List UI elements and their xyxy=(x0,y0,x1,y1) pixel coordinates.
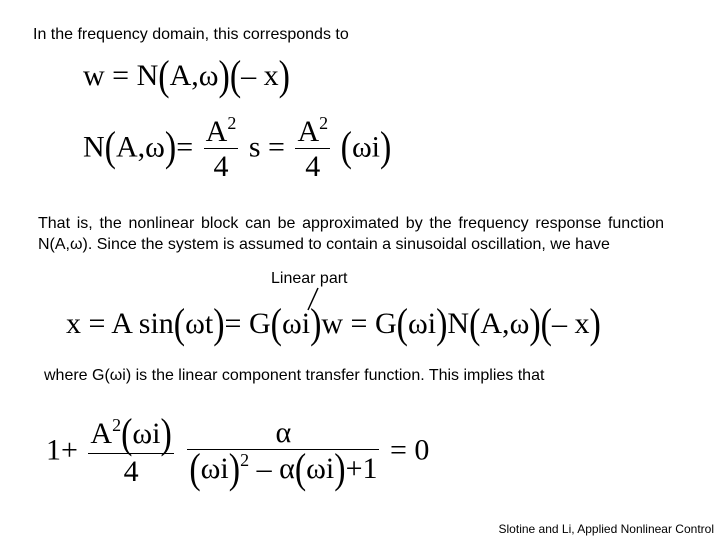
intro-text: In the frequency domain, this corresponds to xyxy=(33,26,349,43)
linear-part-label: Linear part xyxy=(271,270,348,287)
where-text: where G(ωi) is the linear component transfer function. This implies that xyxy=(44,367,545,384)
equation-4: 1+ $\frac{A^2(\omega i)}{4}$ $\frac{\alpha}{(\omega i)^2 - \alpha(\omega i)+1}$ = 0 xyxy=(46,411,430,493)
equation-2: N(A,ω)= $\frac{A^2}{4}$ s = $\frac{A^2}{4}$ (ωi) xyxy=(83,113,392,183)
equation-1: w = N(A,ω)(– x) xyxy=(83,53,290,100)
source-credit: Slotine and Li, Applied Nonlinear Control xyxy=(498,522,714,536)
equation-3: x = A sin(ωt)= G(ωi)w = G(ωi)N(A,ω)(– x) xyxy=(66,301,601,348)
explanation-paragraph: That is, the nonlinear block can be approximated by the frequency response function N(A,ω). Since the system is assumed to contain a sinusoidal oscillation, we have xyxy=(38,215,664,253)
